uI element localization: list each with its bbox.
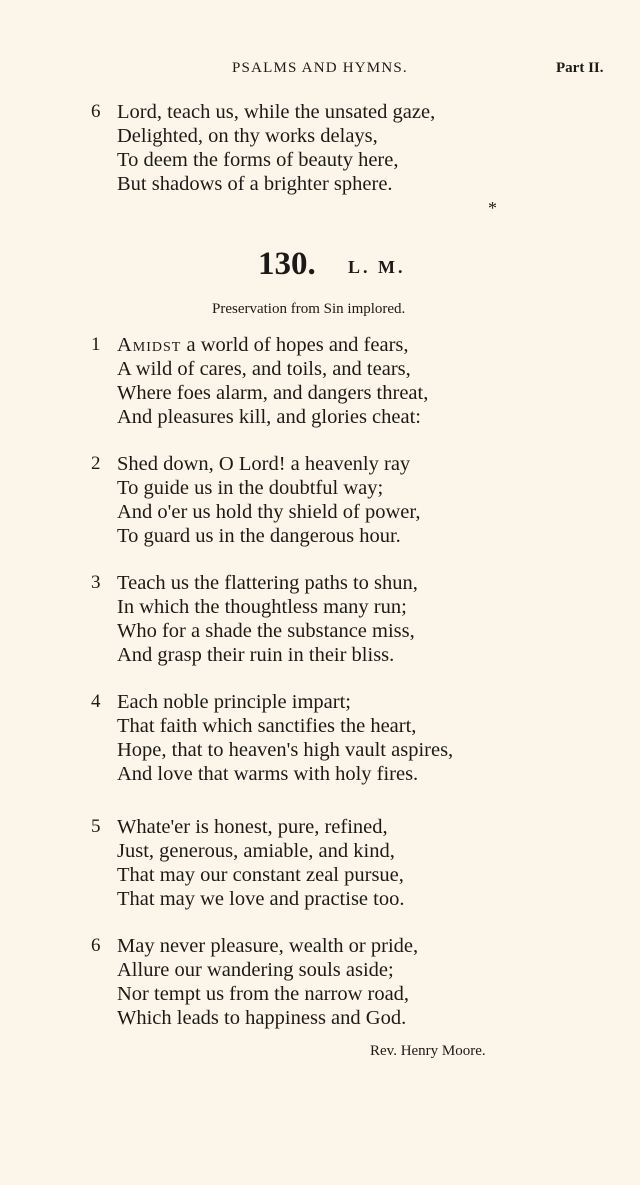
stanza-line xyxy=(0,381,640,405)
stanza-line-text: To deem the forms of beauty here, xyxy=(117,149,399,171)
stanza-line-text: That may our constant zeal pursue, xyxy=(117,864,404,886)
stanza-line-text: To guard us in the dangerous hour. xyxy=(117,525,401,547)
stanza-line xyxy=(0,524,640,548)
stanza-line xyxy=(0,452,640,476)
stanza-line-text: Who for a shade the substance miss, xyxy=(117,620,415,642)
stanza-line-text: Shed down, O Lord! a heavenly ray xyxy=(117,453,411,475)
stanza-line xyxy=(0,714,640,738)
stanza-line-text: In which the thoughtless many run; xyxy=(117,596,407,618)
stanza-line xyxy=(0,100,640,124)
stanza-4 xyxy=(0,690,640,786)
stanza-line-text: Whate'er is honest, pure, refined, xyxy=(117,816,388,838)
stanza-line-text: Allure our wandering souls aside; xyxy=(117,959,394,981)
running-head-part: Part II. xyxy=(556,60,604,76)
section-asterisk: * xyxy=(488,198,497,218)
hymn-number: 130. xyxy=(258,246,316,282)
stanza-line-text: Just, generous, amiable, and kind, xyxy=(117,840,395,862)
stanza-line xyxy=(0,982,640,1006)
stanza-line xyxy=(0,863,640,887)
stanza-line-text: Teach us the flattering paths to shun, xyxy=(117,572,418,594)
stanza-line xyxy=(0,643,640,667)
stanza-line xyxy=(0,571,640,595)
stanza-line-text: A wild of cares, and toils, and tears, xyxy=(117,358,411,380)
stanza-line xyxy=(0,595,640,619)
stanza-line-text: Where foes alarm, and dangers threat, xyxy=(117,382,429,404)
stanza-6 xyxy=(0,934,640,1030)
stanza-line xyxy=(0,405,640,429)
stanza-line-text: Lord, teach us, while the unsated gaze, xyxy=(117,101,436,123)
first-word-smallcaps: Amidst xyxy=(117,334,182,356)
stanza-2 xyxy=(0,452,640,548)
stanza-line-text: And love that warms with holy fires. xyxy=(117,763,419,785)
stanza-line xyxy=(0,172,640,196)
author-attribution: Rev. Henry Moore. xyxy=(370,1043,486,1059)
stanza-line xyxy=(0,619,640,643)
stanza-line xyxy=(0,887,640,911)
stanza-line-text: Which leads to happiness and God. xyxy=(117,1007,407,1029)
stanza-number: 3 xyxy=(91,572,101,593)
stanza-line xyxy=(0,333,640,357)
stanza-number: 1 xyxy=(91,334,101,355)
stanza-line xyxy=(0,124,640,148)
stanza-line xyxy=(0,934,640,958)
running-head-title: PSALMS AND HYMNS. xyxy=(232,60,408,76)
stanza-line-text: Delighted, on thy works delays, xyxy=(117,125,378,147)
stanza-line xyxy=(0,839,640,863)
stanza-line xyxy=(0,690,640,714)
stanza-line xyxy=(0,815,640,839)
stanza-line-text: To guide us in the doubtful way; xyxy=(117,477,384,499)
stanza-line xyxy=(0,738,640,762)
stanza-number: 6 xyxy=(91,101,101,122)
stanza-line-text: But shadows of a brighter sphere. xyxy=(117,173,393,195)
stanza-line xyxy=(0,1006,640,1030)
stanza-line-text: That faith which sanctifies the heart, xyxy=(117,715,417,737)
stanza-line xyxy=(0,958,640,982)
previous-hymn-stanza-6 xyxy=(0,100,640,196)
stanza-line xyxy=(0,476,640,500)
hymn-meter: L. M. xyxy=(348,257,406,277)
hymn-heading xyxy=(0,246,640,286)
hymn-subtitle: Preservation from Sin implored. xyxy=(212,301,406,317)
stanza-line-text: And o'er us hold thy shield of power, xyxy=(117,501,421,523)
stanza-line-text: And pleasures kill, and glories cheat: xyxy=(117,406,421,428)
stanza-number: 4 xyxy=(91,691,101,712)
stanza-line-text: And grasp their ruin in their bliss. xyxy=(117,644,395,666)
stanza-line-text: That may we love and practise too. xyxy=(117,888,405,910)
stanza-number: 5 xyxy=(91,816,101,837)
stanza-line xyxy=(0,762,640,786)
stanza-line-text: May never pleasure, wealth or pride, xyxy=(117,935,419,957)
stanza-5 xyxy=(0,815,640,911)
stanza-line xyxy=(0,500,640,524)
stanza-line-text xyxy=(117,333,409,357)
stanza-number: 6 xyxy=(91,935,101,956)
stanza-line-text: Hope, that to heaven's high vault aspires, xyxy=(117,739,454,761)
running-head xyxy=(0,60,640,82)
stanza-line xyxy=(0,148,640,172)
stanza-number: 2 xyxy=(91,453,101,474)
stanza-line-text: Nor tempt us from the narrow road, xyxy=(117,983,410,1005)
stanza-3 xyxy=(0,571,640,667)
stanza-line xyxy=(0,357,640,381)
stanza-1 xyxy=(0,333,640,429)
stanza-line-text: Each noble principle impart; xyxy=(117,691,351,713)
first-line-rest: a world of hopes and fears, xyxy=(181,334,409,356)
